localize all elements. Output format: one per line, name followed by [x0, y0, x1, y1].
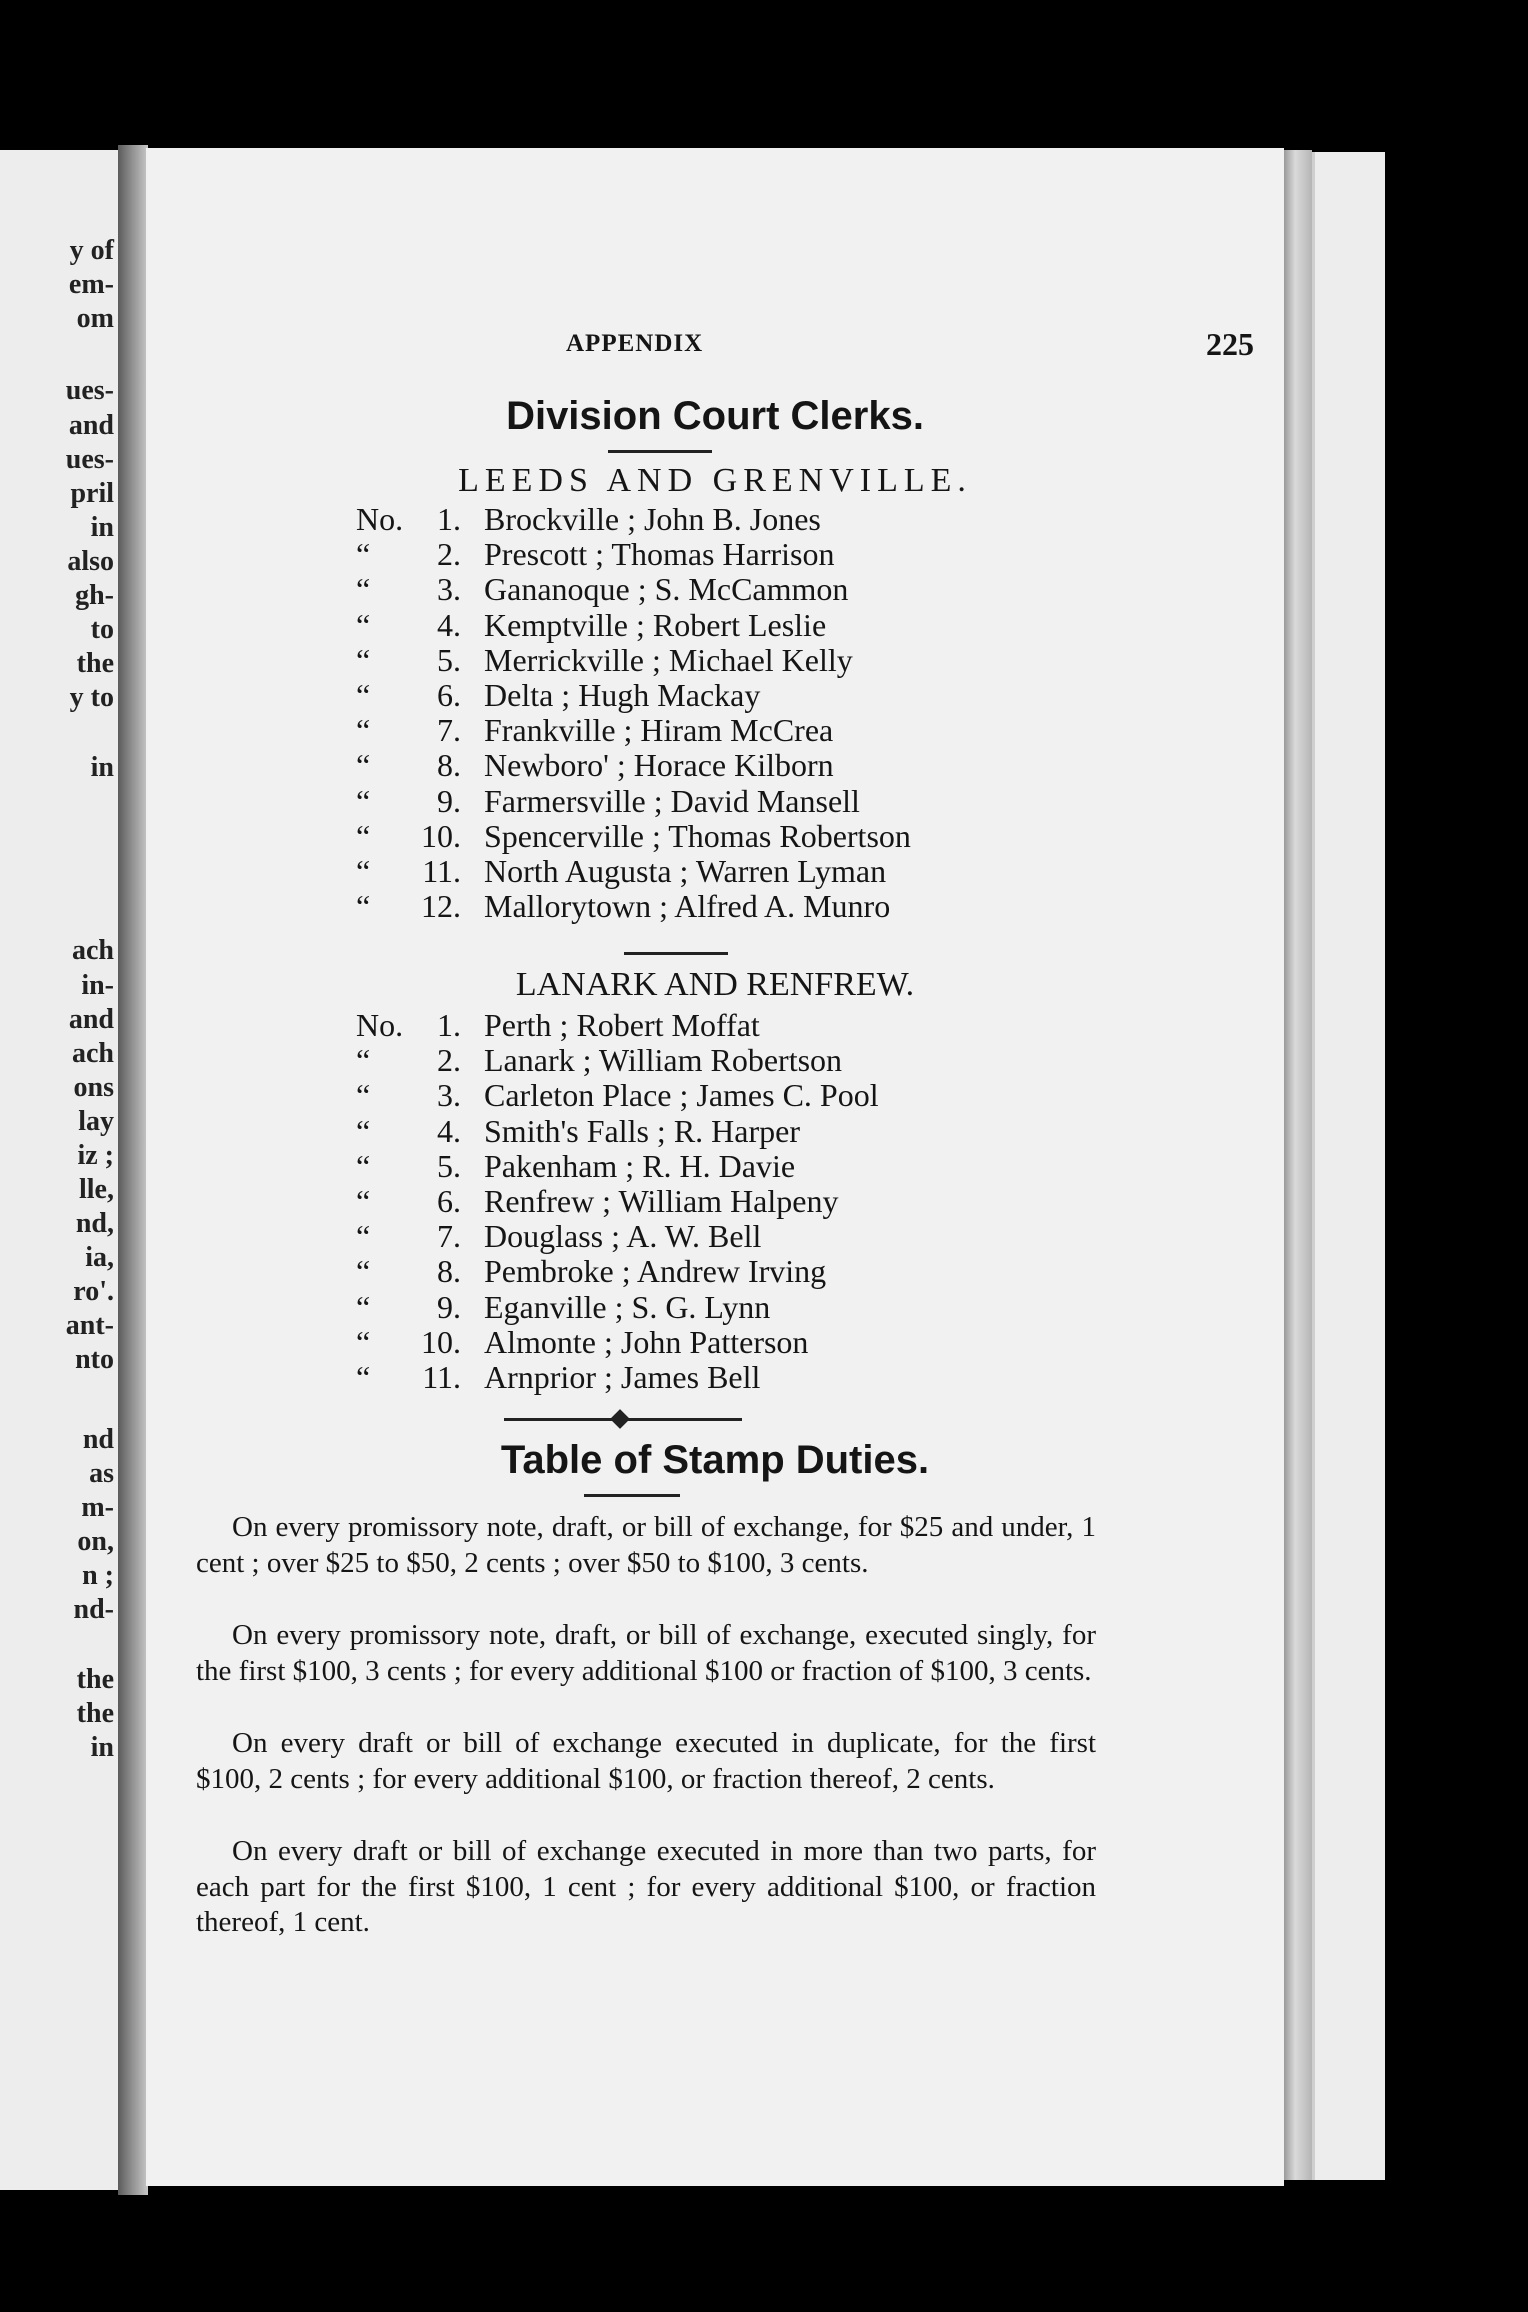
clerk-entry: Eganville ; S. G. Lynn	[484, 1288, 771, 1325]
clerk-entry: Almonte ; John Patterson	[484, 1323, 809, 1360]
left-page-text-fragment: and	[68, 1004, 114, 1035]
clerk-row	[356, 889, 1256, 924]
row-number: 12.	[421, 888, 461, 925]
clerk-entry: Gananoque ; S. McCammon	[484, 571, 849, 608]
left-page-text-fragment: lay	[78, 1106, 114, 1137]
row-prefix: “	[356, 571, 371, 608]
left-page-text-fragment: nto	[75, 1344, 114, 1375]
row-prefix: “	[356, 1112, 371, 1149]
clerk-row	[356, 819, 1256, 854]
left-page-text-fragment: ia,	[85, 1242, 114, 1273]
clerk-row	[356, 502, 1256, 537]
clerk-row	[356, 1078, 1256, 1113]
group-rule	[624, 952, 728, 955]
stamp-paragraph: On every promissory note, draft, or bill of exchange, executed singly, for the first $100, 3 cents ; for every additional $100 or fraction of $100, 3 cents.	[196, 1619, 1096, 1687]
left-page-text-fragment: in	[90, 512, 114, 543]
row-number: 4.	[437, 1112, 461, 1149]
row-prefix: No.	[356, 501, 404, 537]
row-prefix: “	[356, 852, 371, 889]
clerk-entry: Renfrew ; William Halpeny	[484, 1182, 839, 1219]
clerk-list-lanark-renfrew	[356, 1008, 1256, 1395]
group-heading-lanark-renfrew: LANARK AND RENFREW.	[515, 966, 915, 1003]
row-prefix: “	[356, 1288, 371, 1325]
clerk-row	[356, 1008, 1256, 1043]
row-number: 2.	[437, 536, 461, 573]
left-page-text-fragment: on,	[77, 1526, 114, 1557]
left-page-text-fragment: nd-	[73, 1594, 114, 1625]
clerk-row	[356, 608, 1256, 643]
stamp-paragraph: On every draft or bill of exchange executed in more than two parts, for each part for the first $100, 1 cent ; for every additional $100, or fraction thereof, 1 cent.	[196, 1835, 1096, 1938]
left-page-text-fragment: pril	[70, 478, 114, 509]
row-number: 7.	[437, 1218, 461, 1255]
page-edge-shadow	[1284, 150, 1312, 2180]
row-number: 11.	[422, 1358, 461, 1395]
left-page-text-fragment: ons	[73, 1072, 114, 1103]
clerk-row	[356, 1149, 1256, 1184]
row-number: 9.	[437, 782, 461, 819]
left-page-text-fragment: gh-	[75, 580, 114, 611]
left-page-text-fragment: ant-	[65, 1310, 114, 1341]
clerk-row	[356, 1254, 1256, 1289]
row-prefix: “	[356, 817, 371, 854]
row-number: 10.	[421, 1323, 461, 1360]
left-page-text-fragment: ach	[72, 935, 114, 966]
clerk-entry: Douglass ; A. W. Bell	[484, 1218, 762, 1255]
left-page-text-fragment: nd,	[75, 1208, 114, 1239]
stamp-paragraph: On every promissory note, draft, or bill of exchange, for $25 and under, 1 cent ; over $25 to $50, 2 cents ; over $50 to $100, 3 cents.	[196, 1511, 1096, 1579]
clerk-entry: Spencerville ; Thomas Robertson	[484, 817, 911, 854]
clerk-entry: Frankville ; Hiram McCrea	[484, 712, 834, 749]
left-page-text-fragment: om	[76, 303, 114, 334]
page-header	[566, 326, 1266, 370]
row-number: 11.	[422, 852, 461, 889]
clerk-entry: Smith's Falls ; R. Harper	[484, 1112, 800, 1149]
clerk-row	[356, 1114, 1256, 1149]
left-page-text-fragment: in-	[81, 970, 114, 1001]
row-number: 1.	[437, 501, 461, 537]
row-prefix: “	[356, 1042, 371, 1079]
clerk-entry: Prescott ; Thomas Harrison	[484, 536, 835, 573]
clerk-row	[356, 537, 1256, 572]
left-page-text-fragment: the	[76, 1698, 114, 1729]
clerk-entry: Carleton Place ; James C. Pool	[484, 1077, 879, 1114]
clerk-entry: North Augusta ; Warren Lyman	[484, 852, 887, 889]
row-number: 6.	[437, 1182, 461, 1219]
row-prefix: “	[356, 1323, 371, 1360]
left-page-text-fragment: nd	[82, 1424, 114, 1455]
group-heading-leeds-grenville: LEEDS AND GRENVILLE.	[458, 462, 972, 499]
row-prefix: “	[356, 1253, 371, 1290]
clerk-row	[356, 572, 1256, 607]
clerk-list-leeds-grenville	[356, 502, 1256, 924]
clerk-row	[356, 784, 1256, 819]
clerk-row	[356, 1043, 1256, 1078]
left-page-text-fragment: iz ;	[77, 1140, 114, 1171]
clerk-entry: Kemptville ; Robert Leslie	[484, 606, 827, 643]
clerk-entry: Farmersville ; David Mansell	[484, 782, 860, 819]
left-page-text-fragment: the	[76, 1664, 114, 1695]
left-page-text-fragment: to	[90, 614, 114, 645]
clerk-entry: Arnprior ; James Bell	[484, 1358, 761, 1395]
row-prefix: “	[356, 1182, 371, 1219]
left-page-margin	[0, 150, 118, 2190]
left-page-text-fragment: also	[67, 546, 114, 577]
row-number: 5.	[437, 1147, 461, 1184]
title-rule	[608, 450, 712, 453]
row-number: 3.	[437, 1077, 461, 1114]
left-page-text-fragment: in	[90, 1732, 114, 1763]
left-page-text-fragment: y of	[69, 235, 114, 266]
row-prefix: “	[356, 712, 371, 749]
clerk-row	[356, 713, 1256, 748]
clerk-row	[356, 748, 1256, 783]
row-prefix: “	[356, 1218, 371, 1255]
row-prefix: “	[356, 536, 371, 573]
clerk-row	[356, 854, 1256, 889]
left-page-text-fragment: m-	[81, 1492, 114, 1523]
clerk-row	[356, 1219, 1256, 1254]
left-page-text-fragment: ro'.	[73, 1276, 114, 1307]
left-page-text-fragment: y to	[69, 682, 114, 713]
clerk-entry: Lanark ; William Robertson	[484, 1042, 843, 1079]
row-number: 4.	[437, 606, 461, 643]
row-prefix: “	[356, 1147, 371, 1184]
book-page	[146, 148, 1284, 2186]
clerk-entry: Delta ; Hugh Mackay	[484, 676, 761, 713]
row-number: 8.	[437, 1253, 461, 1290]
page-number: 225	[1206, 326, 1254, 362]
running-head: APPENDIX	[566, 330, 704, 357]
left-page-text-fragment: ues-	[65, 444, 114, 475]
clerk-row	[356, 643, 1256, 678]
row-number: 6.	[437, 676, 461, 713]
row-number: 3.	[437, 571, 461, 608]
row-number: 9.	[437, 1288, 461, 1325]
left-page-text-fragment: ach	[72, 1038, 114, 1069]
row-prefix: No.	[356, 1007, 404, 1043]
row-number: 5.	[437, 641, 461, 678]
stamp-title-rule	[584, 1494, 680, 1497]
clerk-row	[356, 1325, 1256, 1360]
clerk-row	[356, 1290, 1256, 1325]
left-page-text-fragment: ues-	[65, 375, 114, 406]
clerk-row	[356, 678, 1256, 713]
left-page-text-fragment: and	[68, 410, 114, 441]
book-gutter	[118, 145, 148, 2195]
left-page-text-fragment: as	[89, 1458, 114, 1489]
stamp-duties-title: Table of Stamp Duties.	[500, 1438, 930, 1482]
row-prefix: “	[356, 782, 371, 819]
row-prefix: “	[356, 1358, 371, 1395]
clerk-row	[356, 1360, 1256, 1395]
left-page-text-fragment: em-	[68, 269, 114, 300]
left-page-text-fragment: n ;	[82, 1560, 114, 1591]
row-prefix: “	[356, 641, 371, 678]
clerk-entry: Mallorytown ; Alfred A. Munro	[484, 888, 891, 925]
row-number: 7.	[437, 712, 461, 749]
left-page-text-fragment: lle,	[79, 1174, 114, 1205]
clerk-entry: Pembroke ; Andrew Irving	[484, 1253, 827, 1290]
division-court-title: Division Court Clerks.	[506, 394, 924, 438]
row-number: 10.	[421, 817, 461, 854]
row-number: 2.	[437, 1042, 461, 1079]
left-page-text-fragment: in	[90, 752, 114, 783]
ornament-diamond	[610, 1409, 630, 1429]
row-prefix: “	[356, 606, 371, 643]
clerk-row	[356, 1184, 1256, 1219]
row-prefix: “	[356, 888, 371, 925]
stamp-paragraph: On every draft or bill of exchange executed in duplicate, for the first $100, 2 cents ; for every additional $100, or fraction thereof, 2 cents.	[196, 1727, 1096, 1795]
clerk-entry: Merrickville ; Michael Kelly	[484, 641, 853, 678]
clerk-entry: Newboro' ; Horace Kilborn	[484, 747, 834, 784]
row-prefix: “	[356, 747, 371, 784]
clerk-entry: Brockville ; John B. Jones	[484, 501, 821, 537]
row-prefix: “	[356, 1077, 371, 1114]
clerk-entry: Perth ; Robert Moffat	[484, 1007, 760, 1043]
row-number: 8.	[437, 747, 461, 784]
left-page-text-fragment: the	[76, 648, 114, 679]
row-number: 1.	[437, 1007, 461, 1043]
clerk-entry: Pakenham ; R. H. Davie	[484, 1147, 796, 1184]
row-prefix: “	[356, 676, 371, 713]
page-edge	[1312, 152, 1385, 2180]
